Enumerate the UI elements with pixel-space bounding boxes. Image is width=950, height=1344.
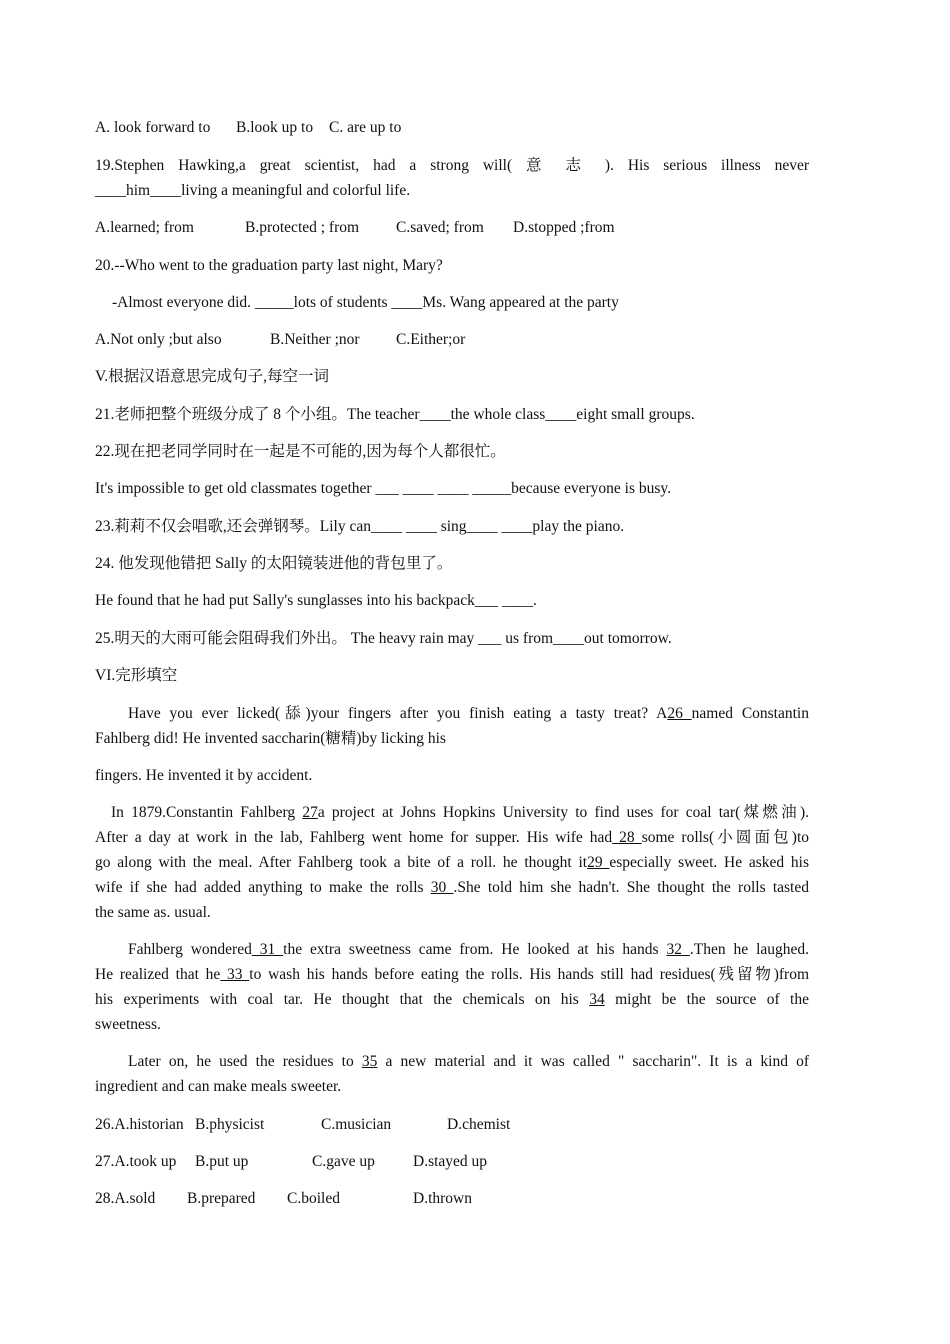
text: .She told him she hadn't. She thought the rolls tasted [453,879,809,896]
option: D.stopped ;from [513,219,615,236]
cloze-p2-line3 [95,853,809,873]
text: In 1879.Constantin Fahlberg [111,804,303,821]
q28-options [95,1189,809,1209]
option: D.stayed up [413,1153,488,1170]
option: C.boiled [287,1190,340,1207]
option: A. look forward to [95,119,211,136]
cloze-p1-line2: Fahlberg did! He invented saccharin(糖精)by licking his [95,730,446,747]
blank-29: 29 [587,854,610,871]
text: Have you ever licked(舔)your fingers after you finish eating a tasty treat? A [128,705,668,722]
blank-31: 31 [251,941,284,958]
cloze-p2-line4 [95,878,809,898]
q24-chinese: 24. 他发现他错把 Sally 的太阳镜装进他的背包里了。 [95,555,453,572]
q19-stem-line2: ____him____living a meaningful and colorful life. [95,182,411,199]
text: to wash his hands before eating the rolls. His hands still had residues(残留物)from [249,966,809,983]
q21: 21.老师把整个班级分成了 8 个小组。The teacher____the whole class____eight small groups. [95,406,695,423]
cloze-p1-line1 [128,704,809,724]
q23: 23.莉莉不仅会唱歌,还会弹钢琴。Lily can____ ____ sing____ ____play the piano. [95,518,625,535]
q20-question: 20.--Who went to the graduation party last night, Mary? [95,257,443,274]
text: might be the source of the [604,991,809,1008]
option: B.put up [195,1153,249,1170]
text: wife if she had added anything to make the rolls [95,879,431,896]
blank-28: 28 [612,829,642,846]
option: A.Not only ;but also [95,331,222,348]
text: named Constantin [691,705,809,722]
option: 28.A.sold [95,1190,156,1207]
section-6-heading: VI.完形填空 [95,667,178,684]
option: C. are up to [329,119,402,136]
text: .Then he laughed. [689,941,810,958]
q20-answer: -Almost everyone did. _____lots of students ____Ms. Wang appeared at the party [112,294,619,311]
option: C.saved; from [396,219,484,236]
option: C.musician [321,1116,392,1133]
text: After a day at work in the lab, Fahlberg went home for supper. His wife had [95,829,613,846]
option: C.Either;or [396,331,466,348]
option: B.look up to [236,119,314,136]
text: Fahlberg wondered [128,941,252,958]
q19-options [95,218,809,238]
q22-chinese: 22.现在把老同学同时在一起是不可能的,因为每个人都很忙。 [95,443,506,460]
option: D.chemist [447,1116,511,1133]
cloze-p2-line5: the same as. usual. [95,904,211,921]
cloze-p3-line1 [128,940,809,960]
q25: 25.明天的大雨可能会阻碍我们外出。 The heavy rain may ___ us from____out tomorrow. [95,630,672,647]
text: his experiments with coal tar. He thought that the chemicals on his [95,991,590,1008]
cloze-p3-line2 [95,965,809,985]
text: some rolls(小圆面包)to [641,829,810,846]
cloze-p1-line3: fingers. He invented it by accident. [95,767,313,784]
q18-options [95,118,809,138]
blank-32: 32 [666,941,690,958]
option: B.protected ; from [245,219,360,236]
cloze-p2-line1 [111,803,809,823]
cloze-p2-line2 [95,828,809,848]
section-5-heading: V.根据汉语意思完成句子,每空一词 [95,368,329,385]
blank-30: 30 [430,879,454,896]
option: B.prepared [187,1190,256,1207]
q19-stem: 19.Stephen Hawking,a great scientist, had a strong will( 意 志 ). His serious illness never [95,157,809,174]
text: especially sweet. He asked his [609,854,809,871]
option: B.Neither ;nor [270,331,360,348]
text: the extra sweetness came from. He looked at his hands [283,941,667,958]
blank-26: 26 [667,705,692,722]
cloze-p3-line4: sweetness. [95,1016,161,1033]
blank-34: 34 [589,991,605,1008]
q22-english: It's impossible to get old classmates together ___ ____ ____ _____because everyone is busy. [95,480,672,497]
text: Later on, he used the residues to [128,1053,362,1070]
cloze-p4-line1 [128,1052,809,1072]
text: a project at Johns Hopkins University to find uses for coal tar(煤燃油). [317,804,809,821]
option: B.physicist [195,1116,265,1133]
text: He realized that he [95,966,221,983]
blank-27: 27 [302,804,318,821]
text: a new material and it was called " saccharin". It is a kind of [377,1053,809,1070]
cloze-p4-line2: ingredient and can make meals sweeter. [95,1078,342,1095]
option: C.gave up [312,1153,375,1170]
option: 27.A.took up [95,1153,177,1170]
option: D.thrown [413,1190,472,1207]
q26-options [95,1115,809,1135]
q20-options [95,330,809,350]
blank-33: 33 [220,966,250,983]
blank-35: 35 [361,1053,378,1070]
option: 26.A.historian [95,1116,184,1133]
option: A.learned; from [95,219,194,236]
q27-options [95,1152,809,1172]
cloze-p3-line3 [95,990,809,1010]
text: go along with the meal. After Fahlberg took a bite of a roll. he thought it [95,854,588,871]
q24-english: He found that he had put Sally's sunglasses into his backpack___ ____. [95,592,537,609]
